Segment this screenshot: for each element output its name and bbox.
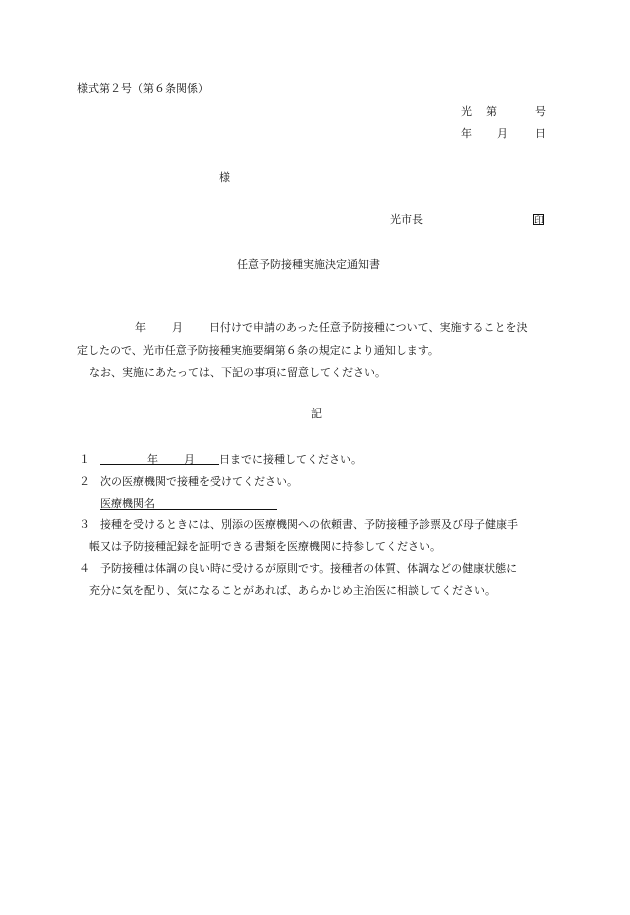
item-2-underline [100, 509, 277, 510]
item-1-underline [144, 464, 219, 465]
date-day: 日 [535, 127, 546, 140]
body-line3: なお、実施にあたっては、下記の事項に留意してください。 [89, 366, 386, 379]
doc-number-prefix: 光 [461, 105, 472, 118]
item-1-number: １ [79, 453, 90, 466]
document-title: 任意予防接種実施決定通知書 [237, 258, 380, 271]
item-4-number: ４ [79, 562, 90, 575]
item-1-text: 日までに接種してください。 [219, 453, 362, 466]
item-2-text: 次の医療機関で接種を受けてください。 [100, 475, 298, 488]
item-2-sub-label: 医療機関名 [100, 497, 155, 510]
seal-label: 印 [534, 216, 544, 227]
ki-heading: 記 [311, 407, 322, 420]
date-month: 月 [497, 127, 508, 140]
item-4-line1: 予防接種は体調の良い時に受けるが原則です。接種者の体質、体調などの健康状態に [100, 562, 518, 575]
item-1-month: 月 [184, 453, 195, 466]
doc-number-go: 号 [535, 105, 546, 118]
addressee-suffix: 様 [219, 171, 230, 184]
form-label: 様式第２号（第６条関係） [77, 82, 209, 95]
item-3-number: ３ [79, 518, 90, 531]
body-line2: 定したので、光市任意予防接種実施要綱第６条の規定により通知します。 [77, 344, 439, 357]
issuer: 光市長 [390, 213, 423, 226]
item-3-line1: 接種を受けるときには、別添の医療機関への依頼書、予防接種予診票及び母子健康手 [100, 518, 518, 531]
item-1-year-blank [100, 452, 144, 465]
item-3-line2: 帳又は予防接種記録を証明できる書類を医療機関に持参してください。 [89, 540, 441, 553]
body-line1: 日付けで申請のあった任意予防接種について、実施することを決 [209, 321, 528, 334]
body-year: 年 [135, 321, 146, 334]
item-2-number: ２ [79, 475, 90, 488]
item-4-line2: 充分に気を配り、気になることがあれば、あらかじめ主治医に相談してください。 [89, 584, 496, 597]
seal-mark [533, 214, 544, 225]
doc-number-dai: 第 [486, 105, 497, 118]
body-month: 月 [172, 321, 183, 334]
date-year: 年 [461, 127, 472, 140]
item-1-year: 年 [147, 453, 158, 466]
